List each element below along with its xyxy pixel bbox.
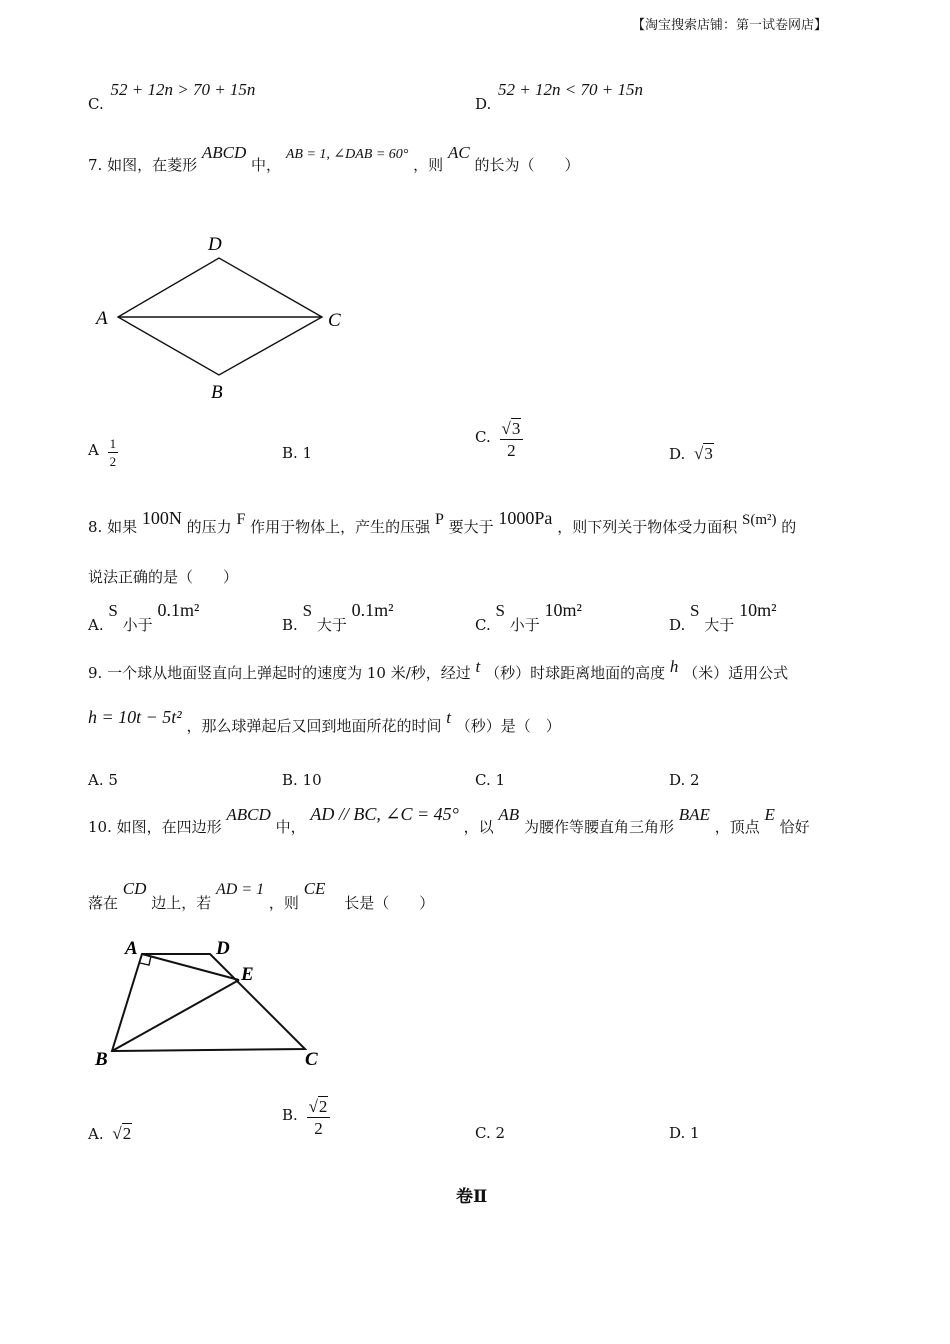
q10-text-4: 为腰作等腰直角三角形 — [523, 818, 674, 836]
q7-text-4: 的长为（ ） — [474, 156, 580, 174]
q8-stem-line2: 说法正确的是（ ） — [88, 568, 239, 586]
q8-option-a-word: 小于 — [122, 616, 153, 634]
q6-option-d-expr: 52 + 12n < 70 + 15n — [498, 80, 643, 99]
q7-math-abcd: ABCD — [201, 143, 247, 162]
q8-text-3: 作用于物体上，产生的压强 — [250, 518, 431, 536]
q7-math-condition: AB = 1, ∠DAB = 60° — [285, 147, 409, 162]
q8-option-c-word: 小于 — [509, 616, 540, 634]
q7-option-d — [669, 444, 714, 464]
q8-math-f: F — [236, 511, 246, 528]
q7-rhombus-figure — [90, 228, 360, 408]
q8-option-c — [475, 600, 582, 634]
q10-quadrilateral-figure — [90, 930, 330, 1075]
q10-text-3: ，以 — [463, 818, 494, 836]
q8-math-1000pa: 1000Pa — [498, 508, 553, 528]
q7-option-a-label: A — [88, 440, 99, 459]
q8-text-2: 的压力 — [186, 518, 232, 536]
q7-option-a — [88, 437, 118, 468]
q9-text-4: ，那么球弹起后又回到地面所花的时间 — [186, 717, 442, 735]
q6-option-d — [475, 80, 643, 113]
q9-math-formula: h = 10t − 5t² — [88, 707, 182, 727]
q8-option-a-s: S — [108, 601, 118, 620]
q9-math-t2: t — [446, 708, 452, 727]
q8-text-5: ，则下列关于物体受力面积 — [557, 518, 738, 536]
q10-option-b-fraction — [307, 1098, 331, 1137]
q6-option-c — [88, 80, 256, 113]
q9-math-t: t — [475, 657, 481, 676]
q9-option-a: A. 5 — [88, 771, 118, 789]
q8-option-d-value: 10m² — [739, 600, 777, 620]
q8-math-p: P — [434, 511, 444, 528]
q10-text-2: 中， — [275, 818, 306, 836]
q7-option-c-num: √3 — [501, 419, 521, 438]
q10-text-8: 边上，若 — [151, 894, 212, 912]
q9-option-d: D. 2 — [669, 771, 700, 789]
q7-option-d-sqrt: √3 — [694, 444, 713, 463]
q8-option-d — [669, 600, 777, 634]
q7-option-c-den: 2 — [500, 439, 524, 459]
q8-option-a-label: A. — [88, 616, 104, 634]
q8-option-b — [282, 600, 394, 634]
q10-option-b-den: 2 — [307, 1117, 331, 1137]
q8-option-b-s: S — [302, 601, 313, 620]
q9-option-b: B. 10 — [282, 771, 322, 789]
q10-math-cd: CD — [122, 879, 147, 898]
q7-text-2: 中， — [251, 156, 282, 174]
q10-label-a: A — [125, 938, 138, 959]
q10-option-b — [282, 1098, 330, 1137]
q10-option-a-sqrt: √2 — [112, 1124, 132, 1143]
q8-stem — [88, 508, 797, 536]
q7-option-c-label: C. — [475, 427, 491, 446]
q10-option-d: D. 1 — [669, 1124, 700, 1142]
q10-math-condition: AD // BC, ∠C = 45° — [310, 804, 459, 824]
q10-text-7: 落在 — [88, 894, 119, 912]
q7-option-d-label: D. — [669, 445, 686, 463]
q10-label-e: E — [241, 964, 254, 985]
q8-text-4: 要大于 — [448, 518, 494, 536]
q10-label-c: C — [305, 1049, 318, 1070]
q9-text-5: （秒）是（ ） — [455, 717, 561, 735]
q6-option-c-expr: 52 + 12n > 70 + 15n — [110, 80, 256, 99]
q10-label-d: D — [216, 938, 230, 959]
q8-option-d-label: D. — [669, 616, 686, 634]
q7-stem — [88, 142, 580, 174]
q7-text-1: 7. 如图，在菱形 — [88, 156, 198, 174]
q9-option-c: C. 1 — [475, 771, 506, 789]
q8-option-b-word: 大于 — [316, 616, 347, 634]
q8-option-c-s: S — [495, 601, 505, 620]
q6-option-c-label: C. — [88, 95, 104, 113]
q10-math-abcd: ABCD — [226, 805, 271, 824]
q7-text-3: ，则 — [413, 156, 444, 174]
q8-option-b-label: B. — [282, 616, 298, 634]
q8-option-b-value: 0.1m² — [351, 600, 394, 620]
q10-option-a — [88, 1124, 132, 1144]
q7-math-ac: AC — [447, 143, 470, 162]
q10-math-ab: AB — [498, 805, 520, 824]
q7-label-c: C — [328, 310, 341, 331]
q9-stem — [88, 656, 789, 682]
q8-math-100n: 100N — [141, 508, 182, 528]
q7-option-a-num: 1 — [109, 436, 117, 451]
q10-text-9: ，则 — [268, 894, 299, 912]
q7-option-a-fraction — [108, 437, 119, 468]
q10-label-b: B — [95, 1049, 108, 1070]
q8-option-c-label: C. — [475, 616, 491, 634]
q10-text-10: 长是（ ） — [344, 894, 435, 912]
q10-math-e: E — [764, 805, 775, 824]
q8-text-6: 的 — [781, 518, 797, 536]
q7-label-a: A — [96, 308, 108, 329]
q6-option-d-label: D. — [475, 95, 492, 113]
q10-option-b-num: √2 — [308, 1097, 328, 1116]
q10-stem — [88, 804, 810, 836]
q9-text-2: （秒）时球距离地面的高度 — [485, 664, 666, 682]
q10-text-1: 10. 如图，在四边形 — [88, 818, 222, 836]
q10-quadrilateral-outline — [112, 954, 305, 1051]
header-shop: 【淘宝搜索店铺：第一试卷网店】 — [632, 18, 828, 33]
q10-stem-line2 — [88, 878, 435, 912]
q10-math-ce: CE — [303, 879, 326, 898]
q10-option-a-label: A. — [88, 1125, 104, 1143]
section-title: 卷Ⅱ — [456, 1187, 488, 1207]
q8-math-s: S(m²) — [742, 512, 777, 528]
q10-math-bae: BAE — [678, 805, 710, 824]
q8-option-d-s: S — [690, 601, 700, 620]
q7-option-a-den: 2 — [109, 454, 117, 469]
q7-option-c — [475, 420, 523, 459]
q7-option-b: B. 1 — [282, 444, 313, 462]
q8-option-a-value: 0.1m² — [157, 600, 200, 620]
q9-text-1: 9. 一个球从地面竖直向上弹起时的速度为 10 米/秒，经过 — [88, 664, 471, 682]
q8-text-1: 8. 如果 — [88, 518, 138, 536]
q10-text-6: 恰好 — [779, 818, 810, 836]
q7-label-d: D — [208, 234, 222, 255]
q8-option-a — [88, 600, 200, 634]
q10-option-b-label: B. — [282, 1105, 298, 1124]
q9-math-h: h — [669, 657, 679, 676]
q8-option-d-word: 大于 — [704, 616, 735, 634]
q8-option-c-value: 10m² — [544, 600, 582, 620]
q9-text-3: （米）适用公式 — [683, 664, 789, 682]
q7-option-c-fraction — [500, 420, 524, 459]
q10-option-c: C. 2 — [475, 1124, 506, 1142]
q10-math-ad: AD = 1 — [216, 881, 265, 898]
q7-label-b: B — [211, 382, 223, 403]
q10-text-5: ，顶点 — [714, 818, 760, 836]
q9-stem-line2 — [88, 707, 561, 735]
